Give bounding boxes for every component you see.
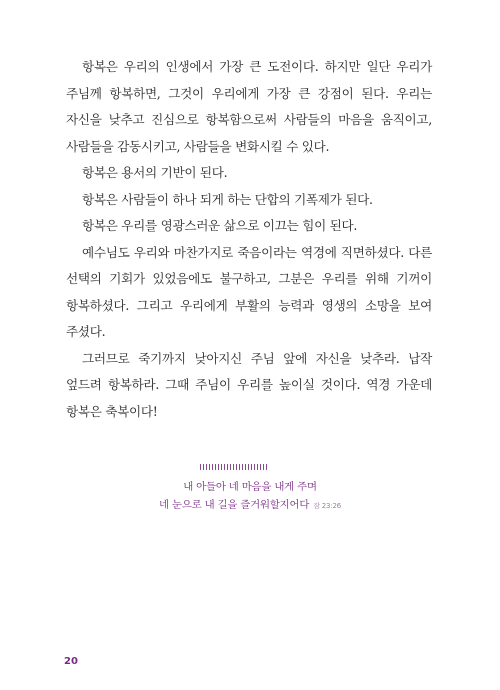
paragraph: 항복은 우리를 영광스러운 삶으로 이끄는 힘이 된다. [82,218,358,233]
body-text [66,54,432,425]
verse-line-2-text: 네 눈으로 내 길을 즐거워할지어다 [159,499,310,511]
verse-line-1: 내 아들아 네 마음을 내게 주며 [183,481,317,493]
paragraph: 항복은 용서의 기반이 된다. [82,165,228,180]
paragraph: 항복은 사람들이 하나 되게 하는 단합의 기폭제가 된다. [82,191,373,207]
verse-reference: 잠 23:26 [313,502,341,510]
paragraph: 예수님도 우리와 마찬가지로 죽음이라는 역경에 직면하셨다. 다른 선택의 기회가 있었음에도 불구하고, 그분은 우리를 위해 기꺼이 항복하셨다. 그리고 우리에게 부활의 능력과 영생의 소망을 보여 주셨다. [66,244,432,339]
paragraph: 항복은 우리의 인생에서 가장 큰 도전이다. 하지만 일단 우리가 주님께 항복하면, 그것이 우리에게 가장 큰 강점이 된다. 우리는 자신을 낮추고 진심으로 항복함으로써 사람들의 마음을 움직이고, 사람들을 감동시키고, 사람들을 변화시킬 수 있다. [66,59,432,154]
verse-line-2 [0,496,500,515]
paragraph: 그러므로 죽기까지 낮아지신 주님 앞에 자신을 낮추라. 납작 엎드려 항복하라. 그때 주님이 우리를 높이실 것이다. 역경 가운데 항복은 축복이다! [66,350,432,419]
scripture-verse [0,478,500,515]
page-number: 20 [64,656,78,667]
divider-ornament [200,464,268,470]
